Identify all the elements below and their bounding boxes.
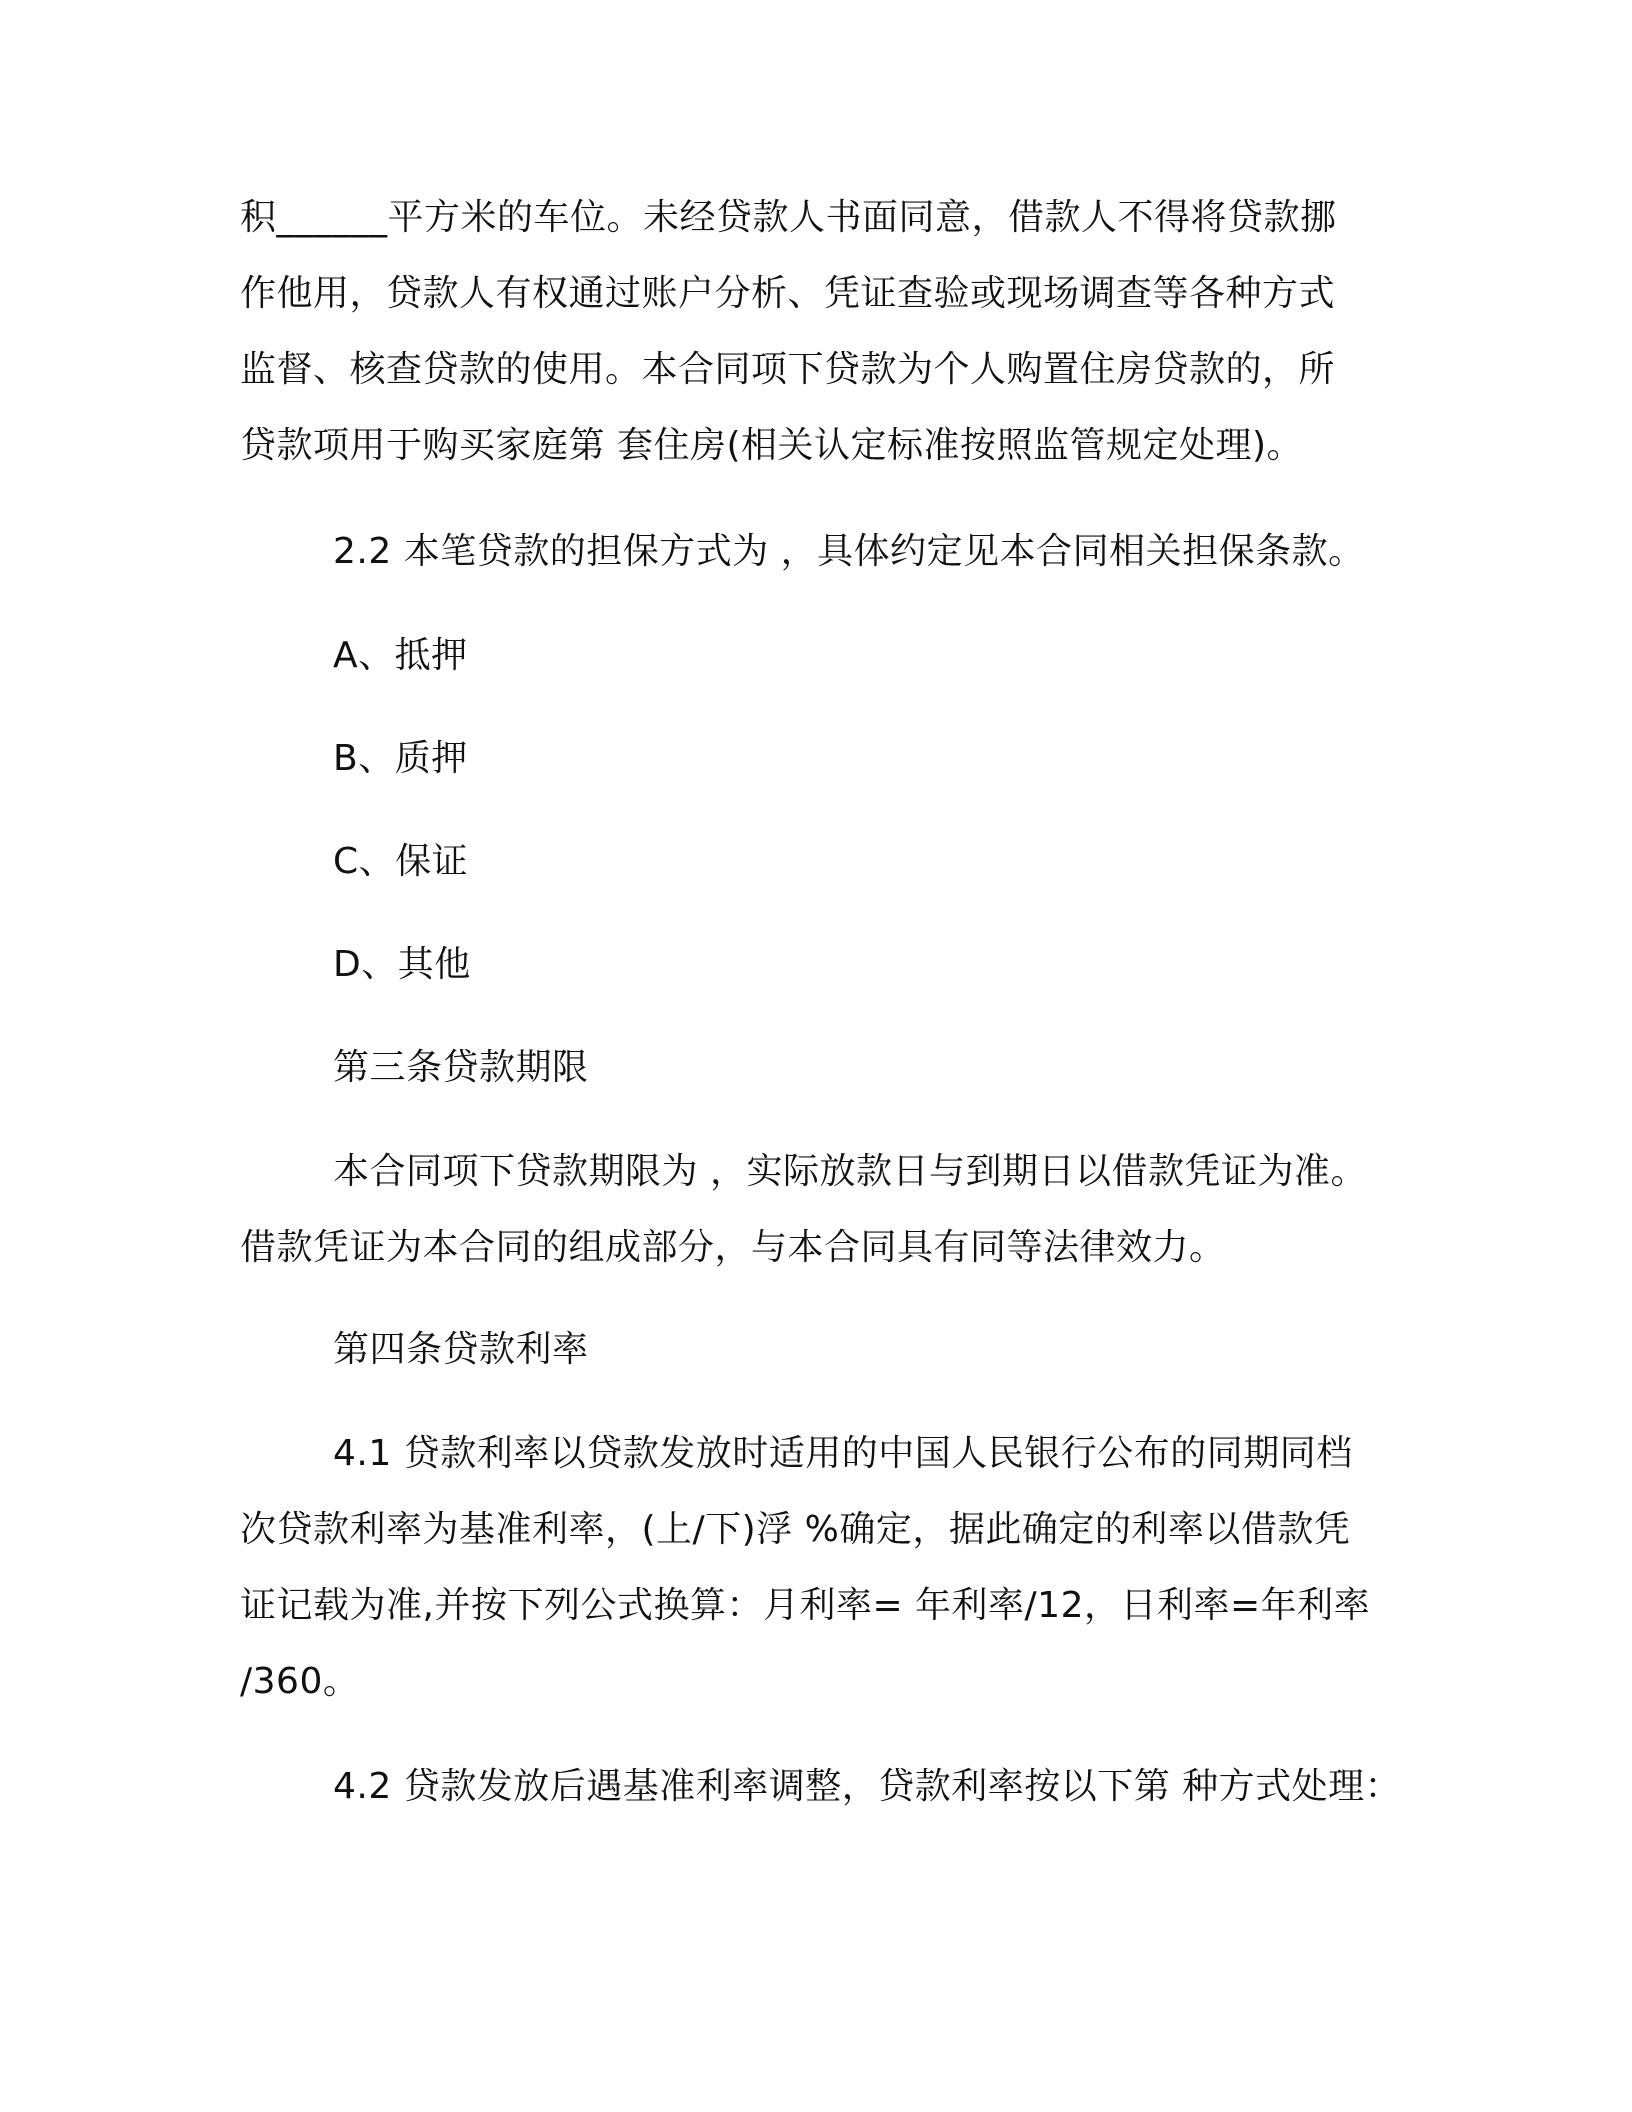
clause-4-1-line-2: 次贷款利率为基准利率，(上/下)浮 %确定，据此确定的利率以借款凭 [240,1509,1351,1550]
clause-3-line-1: 本合同项下贷款期限为 ，实际放款日与到期日以借款凭证为准。 [333,1151,1367,1192]
paragraph-line-3: 监督、核查贷款的使用。本合同项下贷款为个人购置住房贷款的，所 [240,349,1336,390]
clause-2-2: 2.2 本笔贷款的担保方式为 ，具体约定见本合同相关担保条款。 [333,531,1365,572]
paragraph-line-1: 积______平方米的车位。未经贷款人书面同意，借款人不得将贷款挪 [240,197,1337,238]
paragraph-line-2: 作他用，贷款人有权通过账户分析、凭证查验或现场调查等各种方式 [240,273,1336,314]
clause-4-1-line-4: /360。 [240,1661,360,1702]
option-d: D、其他 [333,944,471,985]
option-a: A、抵押 [333,635,468,676]
clause-4-2: 4.2 贷款发放后遇基准利率调整，贷款利率按以下第 种方式处理： [333,1766,1402,1807]
clause-4-1-line-3: 证记载为准,并按下列公式换算：月利率= 年利率/12，日利率=年利率 [240,1585,1371,1626]
section-heading-4: 第四条贷款利率 [333,1329,589,1370]
section-heading-3: 第三条贷款期限 [333,1047,589,1088]
option-c: C、保证 [333,841,469,882]
paragraph-line-4: 贷款项用于购买家庭第 套住房(相关认定标准按照监管规定处理)。 [240,425,1304,466]
clause-4-1-line-1: 4.1 贷款利率以贷款发放时适用的中国人民银行公布的同期同档 [333,1433,1353,1474]
clause-3-line-2: 借款凭证为本合同的组成部分，与本合同具有同等法律效力。 [240,1227,1226,1268]
option-b: B、质押 [333,738,468,779]
